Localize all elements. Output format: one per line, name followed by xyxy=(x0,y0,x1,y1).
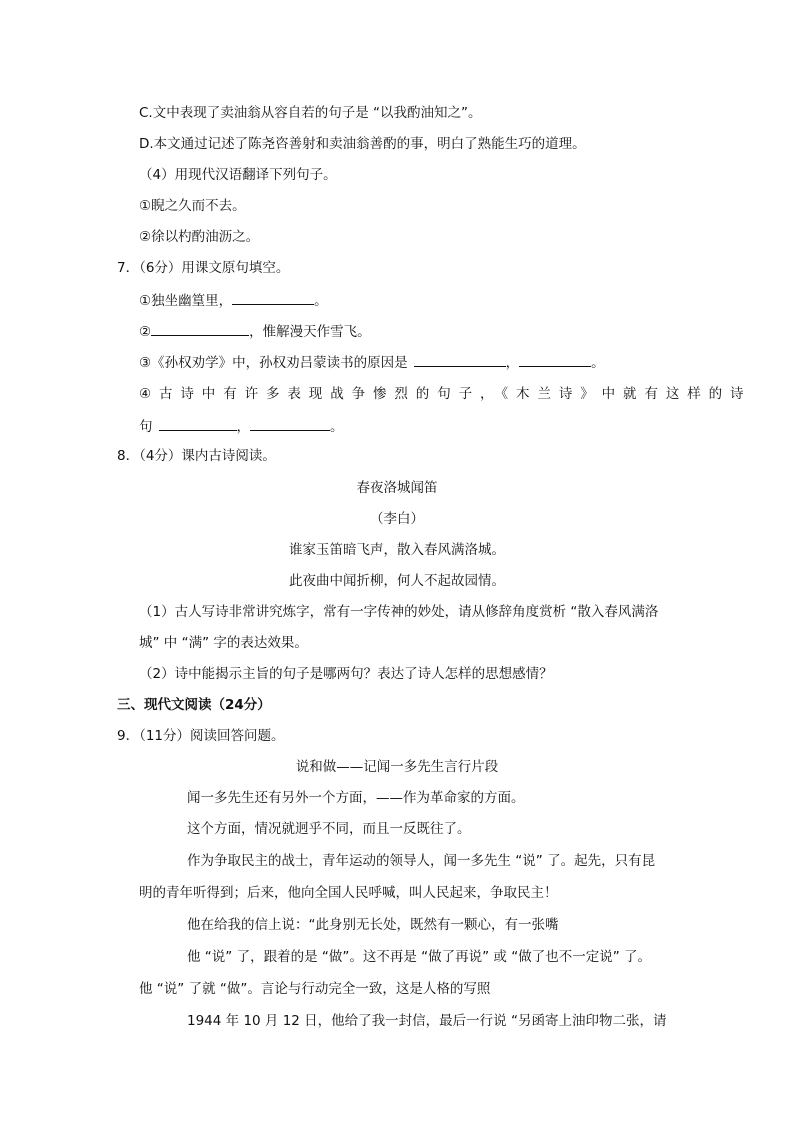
answer-blank[interactable] xyxy=(159,416,237,431)
option-c: C.文中表现了卖油翁从容自若的句子是 “以我酌油知之”。 xyxy=(139,105,482,121)
paragraph-5b: 他 “说” 了就 “做”。言论与行动完全一致，这是人格的写照 xyxy=(139,981,491,997)
question-7: 7．（6分）用课文原句填空。 xyxy=(117,260,290,276)
question-6-4: （4）用现代汉语翻译下列句子。 xyxy=(139,167,337,183)
answer-blank[interactable] xyxy=(151,321,249,336)
poem-author: （李白） xyxy=(370,511,424,527)
fill-text: 。 xyxy=(314,293,328,309)
sentence-1: ①睨之久而不去。 xyxy=(139,198,246,214)
question-8-1a: （1）古人写诗非常讲究炼字，常有一字传神的妙处，请从修辞角度赏析 “散入春风满洛 xyxy=(139,604,659,620)
fill-line-3 xyxy=(139,352,605,372)
paragraph-2: 这个方面，情况就迥乎不同，而且一反既往了。 xyxy=(187,821,471,837)
question-9: 9．（11分）阅读回答问题。 xyxy=(117,728,285,744)
fill-line-4b xyxy=(139,416,344,436)
fill-text: 。 xyxy=(330,419,344,435)
sentence-2: ②徐以杓酌油沥之。 xyxy=(139,229,260,245)
fill-text: ，惟解漫天作雪飞。 xyxy=(249,324,371,340)
option-d: D.本文通过记述了陈尧咨善射和卖油翁善酌的事，明白了熟能生巧的道理。 xyxy=(139,136,586,152)
answer-blank[interactable] xyxy=(519,352,591,367)
fill-text: ， xyxy=(236,419,250,435)
fill-text: 。 xyxy=(591,355,605,371)
answer-blank[interactable] xyxy=(250,416,330,431)
poem-title: 春夜洛城闻笛 xyxy=(356,480,438,496)
fill-text: ①独坐幽篁里， xyxy=(139,293,233,309)
answer-blank[interactable] xyxy=(232,290,314,305)
answer-blank[interactable] xyxy=(414,352,506,367)
fill-text: ② xyxy=(139,324,152,340)
fill-line-2 xyxy=(139,321,371,341)
poem-line-1: 谁家玉笛暗飞声，散入春风满洛城。 xyxy=(289,542,505,558)
question-8-1b: 城” 中 “满” 字的表达效果。 xyxy=(139,635,308,651)
fill-line-1 xyxy=(139,290,328,310)
fill-line-4a: ④古诗中有许多表现战争惨烈的句子，《木兰诗》中就有这样的诗 xyxy=(139,386,752,402)
paragraph-3b: 明的青年听得到；后来，他向全国人民呼喊，叫人民起来，争取民主！ xyxy=(139,885,558,901)
article-title: 说和做——记闻一多先生言行片段 xyxy=(295,759,499,775)
fill-text: ③《孙权劝学》中，孙权劝吕蒙读书的原因是 xyxy=(139,355,408,371)
paragraph-3a: 作为争取民主的战士，青年运动的领导人，闻一多先生 “说” 了。起先，只有昆 xyxy=(187,853,656,869)
poem-line-2: 此夜曲中闻折柳，何人不起故园情。 xyxy=(289,573,505,589)
question-8-2: （2）诗中能揭示主旨的句子是哪两句？表达了诗人怎样的思想感情？ xyxy=(139,666,553,682)
fill-text: 句 xyxy=(139,419,153,435)
paragraph-4: 他在给我的信上说：“此身别无长处，既然有一颗心，有一张嘴 xyxy=(187,917,559,933)
paragraph-6: 1944 年 10 月 12 日，他给了我一封信，最后一行说 “另函寄上油印物二张，请 xyxy=(187,1013,667,1029)
paragraph-1: 闻一多先生还有另外一个方面，——作为革命家的方面。 xyxy=(187,790,525,806)
question-8: 8．（4分）课内古诗阅读。 xyxy=(117,448,276,464)
section-3-heading: 三、现代文阅读（24分） xyxy=(117,697,271,713)
paragraph-5a: 他 “说” 了，跟着的是 “做”。这不再是 “做了再说” 或 “做了也不一定说” 了。 xyxy=(187,949,651,965)
fill-text: ， xyxy=(505,355,520,371)
